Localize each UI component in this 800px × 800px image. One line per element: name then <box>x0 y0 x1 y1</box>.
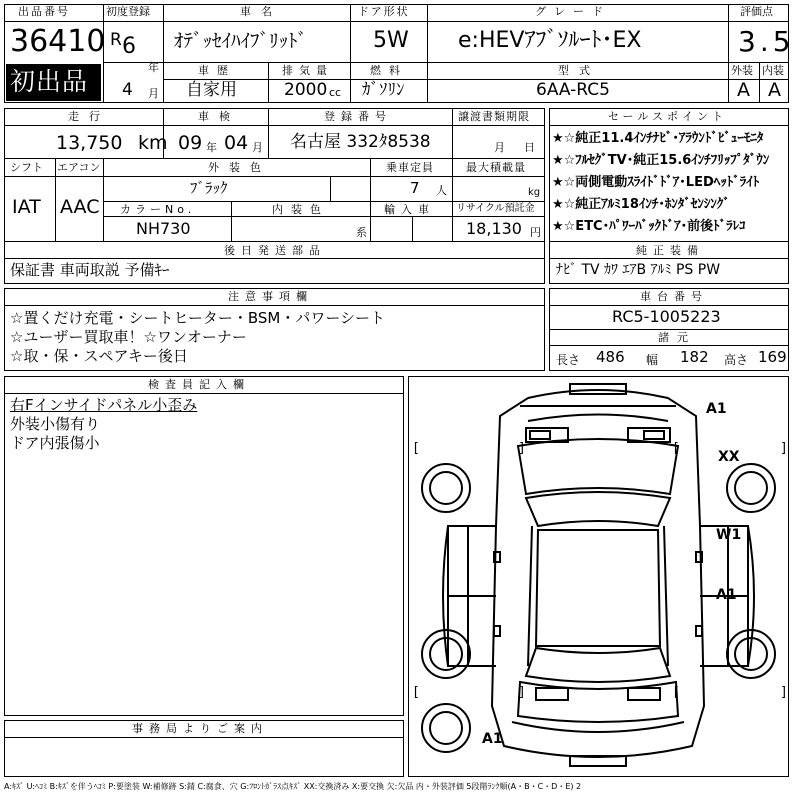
rating-label: 評価点 <box>740 5 773 18</box>
car-name-label: 車名 <box>240 5 282 18</box>
inspector-notes-list <box>10 396 400 453</box>
recycle-fee: 18,130 <box>466 219 522 238</box>
chassis-number: RC5-1005223 <box>612 307 721 326</box>
car-name: ｵﾃﾞｯｾｲﾊｲﾌﾞﾘｯﾄﾞ <box>174 30 308 52</box>
rating: 3.5 <box>738 25 795 58</box>
width: 182 <box>680 348 709 366</box>
sales-point: ★☆両側電動ｽﾗｲﾄﾞﾄﾞｱ･LEDﾍｯﾄﾞﾗｲﾄ <box>552 175 760 190</box>
fuel: ｶﾞｿﾘﾝ <box>362 80 405 100</box>
inspection-label: 車検 <box>198 110 240 123</box>
sales-points-label: セールスポイント <box>608 110 728 123</box>
deadline-month-unit: 月 <box>494 141 505 154</box>
svg-text:[: [ <box>412 441 420 456</box>
mark-front-right: A1 <box>706 401 727 417</box>
inspector-note: 外装小傷有り <box>10 415 101 433</box>
displacement-label: 排気量 <box>282 64 333 77</box>
reiwa-label: R <box>110 30 122 50</box>
color-no: NH730 <box>136 219 191 238</box>
aircon-label: エアコン <box>57 161 101 174</box>
inspection-month: 04 <box>224 132 249 154</box>
capacity-label: 乗車定員 <box>386 161 434 174</box>
inspection-month-unit: 月 <box>252 141 263 154</box>
exterior-grade: A <box>737 79 750 101</box>
height: 169 <box>758 348 787 366</box>
registration-number: 名古屋 332ﾀ8538 <box>290 132 431 152</box>
notes-label: 注意事項欄 <box>228 290 313 303</box>
km-unit: km <box>138 132 168 154</box>
car-diagram <box>408 376 789 777</box>
interior-grade: A <box>768 79 781 101</box>
capacity: 7 <box>410 179 420 197</box>
note-line: ☆ユーザー買取車！☆ワンオーナー <box>10 328 247 346</box>
genuine-equipment-label: 純正装備 <box>636 244 704 257</box>
width-label: 幅 <box>646 353 659 367</box>
yen-unit: 円 <box>530 226 541 239</box>
svg-text:]: ] <box>518 441 526 456</box>
aircon: AAC <box>60 196 100 218</box>
deadline-day-unit: 日 <box>524 141 535 154</box>
month-label: 月 <box>148 87 159 100</box>
legend: A:ｷｽﾞ U:ﾍｺﾐ B:ｷｽﾞを伴うﾍｺﾐ P:要塗装 W:補修跡 S:錆 C:腐食、穴 G:ﾌﾛﾝﾄｶﾞﾗｽ点ｷｽﾞ XX:交換済み X:要交換 欠:欠品 内・外装評価 5段階ﾗﾝｸ順(A・B・C・D・E) 2 <box>4 782 582 791</box>
svg-text:[: [ <box>672 441 680 456</box>
lot-number-label: 出品番号 <box>18 5 70 18</box>
door-type: 5W <box>373 28 409 53</box>
length-label: 長さ <box>556 353 581 367</box>
year-label: 年 <box>148 61 159 74</box>
deferred-parts-label: 後日発送部品 <box>224 244 326 257</box>
registration-number-label: 登録番号 <box>324 110 392 123</box>
inspection-year: 09 <box>178 132 203 154</box>
sales-point: ★☆純正11.4ｲﾝﾁﾅﾋﾞ･ｱﾗｳﾝﾄﾞﾋﾞｭｰﾓﾆﾀ <box>552 131 764 146</box>
chassis-number-label: 車台番号 <box>640 290 708 303</box>
svg-text:]: ] <box>780 441 788 456</box>
mark-right-rear-door: A1 <box>716 587 737 603</box>
genuine-equipment: ﾅﾋﾞ TV ｶﾜ ｴｱB ｱﾙﾐ PS PW <box>556 262 721 278</box>
import-label: 輸入車 <box>384 203 435 216</box>
grade: e:HEVｱﾌﾞｿﾙｰﾄ･EX <box>458 28 642 53</box>
length: 486 <box>596 348 625 366</box>
exterior-color-label: 外装色 <box>208 161 271 174</box>
transfer-deadline-label: 譲渡書類期限 <box>458 110 530 123</box>
interior-label: 内装 <box>762 64 784 77</box>
registration-month: 4 <box>122 80 133 100</box>
registration-year: 6 <box>122 34 136 59</box>
interior-color-label: 内装色 <box>272 203 329 216</box>
inspection-year-unit: 年 <box>206 141 217 154</box>
persons-unit: 人 <box>436 184 447 197</box>
mark-right-front-fender: XX <box>718 449 740 465</box>
mark-right-front-door: W1 <box>716 527 742 543</box>
fuel-label: 燃料 <box>370 64 408 77</box>
door-type-label: ドア形状 <box>358 5 410 18</box>
office-info-label: 事務局よりご案内 <box>132 722 268 735</box>
svg-text:[: [ <box>412 685 420 700</box>
height-label: 高さ <box>724 353 749 367</box>
svg-text:[: [ <box>672 685 680 700</box>
history-label: 車歴 <box>198 64 236 77</box>
svg-text:]: ] <box>518 685 526 700</box>
history: 自家用 <box>186 80 237 100</box>
note-line: ☆置くだけ充電・シートヒーター・BSM・パワーシート <box>10 309 386 327</box>
deferred-parts: 保証書 車両取説 予備ｷｰ <box>10 261 170 279</box>
inspector-note: 右Fインサイドパネル小歪み <box>10 396 198 414</box>
shift: IAT <box>12 196 41 218</box>
grade-label: グレード <box>535 5 611 18</box>
lot-number: 36410 <box>10 24 106 59</box>
dimensions-label: 諸元 <box>658 331 696 344</box>
sales-point: ★☆ETC･ﾊﾟﾜｰﾊﾞｯｸﾄﾞｱ･前後ﾄﾞﾗﾚｺ <box>552 219 746 234</box>
color-no-label: カラーNo. <box>120 203 196 216</box>
mileage-label: 走行 <box>68 110 110 123</box>
notes-list <box>10 309 540 366</box>
note-line: ☆取・保・スペアキー後日 <box>10 347 188 365</box>
model-code-label: 型式 <box>558 64 600 77</box>
sales-point: ★☆ﾌﾙｾｸﾞTV･純正15.6ｲﾝﾁﾌﾘｯﾌﾟﾀﾞｳﾝ <box>552 153 770 168</box>
shift-label: シフト <box>10 161 43 174</box>
svg-text:]: ] <box>780 685 788 700</box>
first-listing-text: 初出品 <box>10 67 89 96</box>
sales-point: ★☆純正ｱﾙﾐ18ｲﾝﾁ･ﾎﾝﾀﾞｾﾝｼﾝｸﾞ <box>552 197 730 212</box>
inspector-note: ドア内張傷小 <box>10 434 100 452</box>
inspector-notes-label: 検査員記入欄 <box>148 378 250 391</box>
cc-unit: cc <box>329 86 342 99</box>
exterior-color: ﾌﾞﾗｯｸ <box>190 179 228 197</box>
recycle-label: リサイクル預託金 <box>456 203 535 214</box>
kg-unit: kg <box>528 187 541 198</box>
mileage: 13,750 <box>56 132 123 154</box>
displacement: 2000 <box>284 80 328 100</box>
mark-rear: A1 <box>482 731 503 747</box>
sales-points-list <box>552 128 788 240</box>
model-code: 6AA-RC5 <box>536 80 610 100</box>
exterior-label: 外装 <box>731 64 753 77</box>
max-load-label: 最大積載量 <box>466 161 526 174</box>
first-registration-label: 初度登録 <box>106 5 150 18</box>
kei-unit: 系 <box>356 226 367 239</box>
